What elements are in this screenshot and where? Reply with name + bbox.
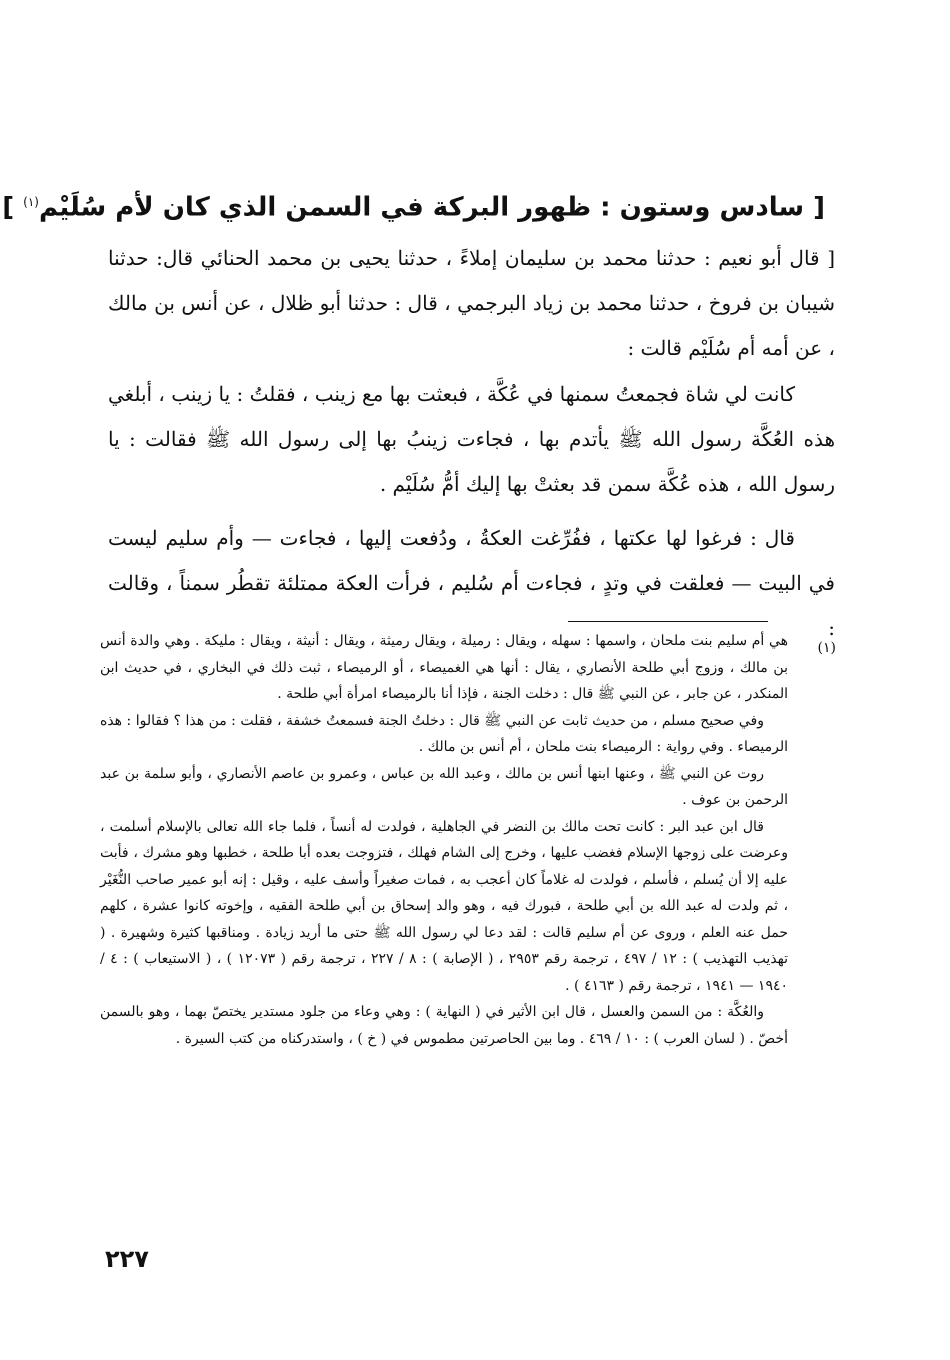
- footnotes-block: [100, 628, 788, 1052]
- page-number: ٢٢٧: [105, 1245, 149, 1273]
- footnote-paragraph: قال ابن عبد البر : كانت تحت مالك بن النضر في الجاهلية ، فولدت له أنساً ، فلما جاء الله تعالى بالإسلام أسلمت ، وعرضت على زوجها الإسلام فغضب عليها ، وخرج إلى الشام فهلك ، فتزوجت بعده أبا طلحة ، خطبها وهو مشرك ، فأبت عليه إلا أن يُسلم ، فأسلم ، فولدت له غلاماً كان أعجب به ، فمات صغيراً وأسف عليه ، وقيل : إنه أبو عمير صاحب النُّغَيْر ، ثم ولدت له عبد الله بن أبي طلحة ، فبورك فيه ، وهو والد إسحاق بن أبي طلحة الفقيه ، وإخوته كانوا عشرة ، كلهم حمل عنه العلم ، وروى عن أم سليم قالت : لقد دعا لي رسول الله ﷺ حتى ما أريد زيادة . ومناقبها كثيرة وشهيرة . ( تهذيب التهذيب ) : ١٢ / ٤٩٧ ، ترجمة رقم ٢٩٥٣ ، ( الإصابة ) : ٨ / ٢٢٧ ، ترجمة رقم ( ١٢٠٧٣ ) ، ( الاستيعاب ) : ٤ / ١٩٤٠ — ١٩٤١ ، ترجمة رقم ( ٤١٦٣ ) .: [100, 818, 789, 994]
- footnote-number: (١): [817, 640, 836, 656]
- narration-text-1: كانت لي شاة فجمعتُ سمنها في عُكَّة ، فبعثت بها مع زينب ، فقلتُ : يا زينب ، أبلغي هذه العُكَّة رسول الله ﷺ يأتدم بها ، فجاءت زينبُ بها إلى رسول الله ﷺ فقالت : يا رسول الله ، هذه عُكَّة سمن قد بعثتْ بها إليك أمُّ سُلَيْم .: [108, 382, 835, 496]
- isnad-paragraph: [108, 236, 835, 371]
- footnote-paragraph: هي أم سليم بنت ملحان ، واسمها : سهله ، ويقال : رميلة ، ويقال رميثة ، ويقال : أنيثة ، ويقال : مليكة . وهي والدة أنس بن مالك ، وزوج أبي طلحة الأنصاري ، يقال : أنها هي الغميصاء ، أو الرميصاء ، ثبت ذلك في البخاري ، في حديث ابن المنكدر ، عن جابر ، عن النبي ﷺ قال : دخلت الجنة ، فإذا أنا بالرميصاء امرأة أبي طلحة .: [100, 633, 788, 702]
- narration-paragraph-1: [108, 372, 835, 507]
- narration-text-2: قال : فرغوا لها عكتها ، ففُرِّغت العكةُ ، ودُفعت إليها ، فجاءت — وأم سليم ليست في البيت — فعلقت في وتدٍ ، فجاءت أم سُليم ، فرأت العكة ممتلئة تقطُر سمناً ، وقالت :: [108, 526, 835, 640]
- heading-open-bracket: [: [813, 192, 825, 223]
- isnad-text: [ قال أبو نعيم : حدثنا محمد بن سليمان إملاءً ، حدثنا يحيى بن محمد الحنائي قال: حدثنا شيبان بن فروخ ، حدثنا محمد بن زياد البرجمي ، قال : حدثنا أبو ظلال ، عن أنس بن مالك ، عن أمه أم سُلَيْم قالت :: [108, 246, 835, 360]
- heading-text: سادس وستون : ظهور البركة في السمن الذي كان لأم سُلَيْم: [38, 192, 805, 223]
- footnote-paragraph: روت عن النبي ﷺ ، وعنها ابنها أنس بن مالك ، وعبد الله بن عباس ، وعمرو بن عاصم الأنصاري ، وأبو سلمة بن عبد الرحمن بن عوف .: [100, 765, 788, 808]
- footnote-paragraph: والعُكَّة : من السمن والعسل ، قال ابن الأثير في ( النهاية ) : وهي وعاء من جلود مستدير يختصّ بهما ، وهو بالسمن أخصّ . ( لسان العرب ) : ١٠ / ٤٦٩ . وما بين الحاصرتين مطموس في ( خ ) ، واستدركناه من كتب السيرة .: [100, 1004, 788, 1047]
- section-heading: [2, 180, 825, 230]
- heading-footnote-ref: (١): [23, 195, 39, 209]
- footnote-paragraph: وفي صحيح مسلم ، من حديث ثابت عن النبي ﷺ قال : دخلتُ الجنة فسمعتُ خشفة ، فقلت : من هذا ؟ فقالوا : هذه الرميصاء . وفي رواية : الرميصاء بنت ملحان ، أم أنس بن مالك .: [100, 712, 788, 755]
- heading-close-bracket: ]: [2, 192, 15, 223]
- footnote-separator: [568, 621, 768, 622]
